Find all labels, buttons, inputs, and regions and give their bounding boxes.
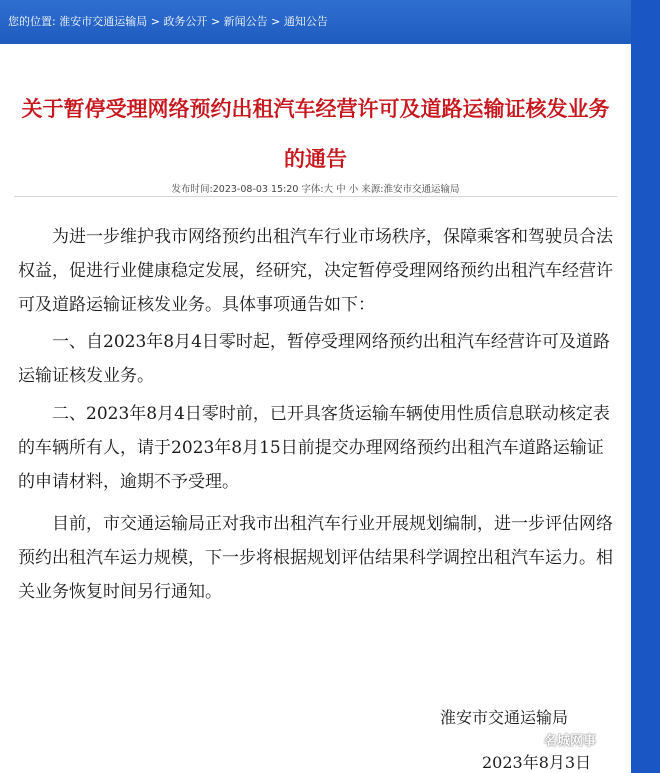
source-name: 淮安市交通运输局 — [383, 184, 460, 195]
breadcrumb-separator: > — [210, 15, 224, 28]
font-size-large-link[interactable]: 大 — [323, 184, 334, 195]
breadcrumb — [0, 0, 631, 44]
breadcrumb-item-notices[interactable]: 通知公告 — [283, 15, 328, 28]
paragraph-item-1: 一、自2023年8月4日零时起，暂停受理网络预约出租汽车经营许可及道路运输证核发业务。 — [18, 332, 610, 386]
signature-date: 2023年8月3日 — [482, 753, 592, 772]
title-line-1: 关于暂停受理网络预约出租汽车经营许可及道路运输证核发业务 — [21, 96, 610, 121]
font-size-small-link[interactable]: 小 — [348, 184, 359, 195]
title-line-2: 的通告 — [284, 146, 347, 171]
watermark-text: 名城网事 — [544, 733, 597, 749]
breadcrumb-item-gov-affairs[interactable]: 政务公开 — [163, 15, 208, 28]
published-time: 2023-08-03 15:20 — [212, 184, 299, 195]
article-container — [0, 44, 631, 773]
wechat-icon — [518, 730, 540, 748]
breadcrumb-item-home[interactable]: 淮安市交通运输局 — [59, 15, 148, 28]
paragraph-item-2: 二、2023年8月4日零时前，已开具客货运输车辆使用性质信息联动核定表的车辆所有人，请于2023年8月15日前提交办理网络预约出租汽车道路运输证的申请材料，逾期不予受理。 — [18, 404, 610, 492]
paragraph-closing: 目前，市交通运输局正对我市出租汽车行业开展规划编制，进一步评估网络预约出租汽车运力规模，下一步将根据规划评估结果科学调控出租汽车运力。相关业务恢复时间另行通知。 — [18, 514, 613, 602]
font-size-label: 字体: — [301, 184, 324, 195]
watermark — [518, 727, 596, 751]
paragraph-intro: 为进一步维护我市网络预约出租汽车行业市场秩序，保障乘客和驾驶员合法权益，促进行业健康稳定发展，经研究，决定暂停受理网络预约出租汽车经营许可及道路运输证核发业务。具体事项通告如下： — [18, 227, 613, 315]
page-title — [0, 84, 631, 184]
signature-organization: 淮安市交通运输局 — [440, 708, 569, 727]
published-label: 发布时间: — [171, 184, 213, 195]
meta-divider — [14, 196, 617, 197]
breadcrumb-separator: > — [271, 15, 284, 28]
breadcrumb-separator: > — [150, 15, 164, 28]
breadcrumb-prefix: 您的位置: — [8, 15, 56, 28]
article-meta — [0, 181, 631, 195]
source-label: 来源: — [361, 184, 384, 195]
font-size-medium-link[interactable]: 中 — [336, 184, 346, 195]
breadcrumb-item-news[interactable]: 新闻公告 — [223, 15, 268, 28]
page-side-rail — [631, 0, 660, 773]
